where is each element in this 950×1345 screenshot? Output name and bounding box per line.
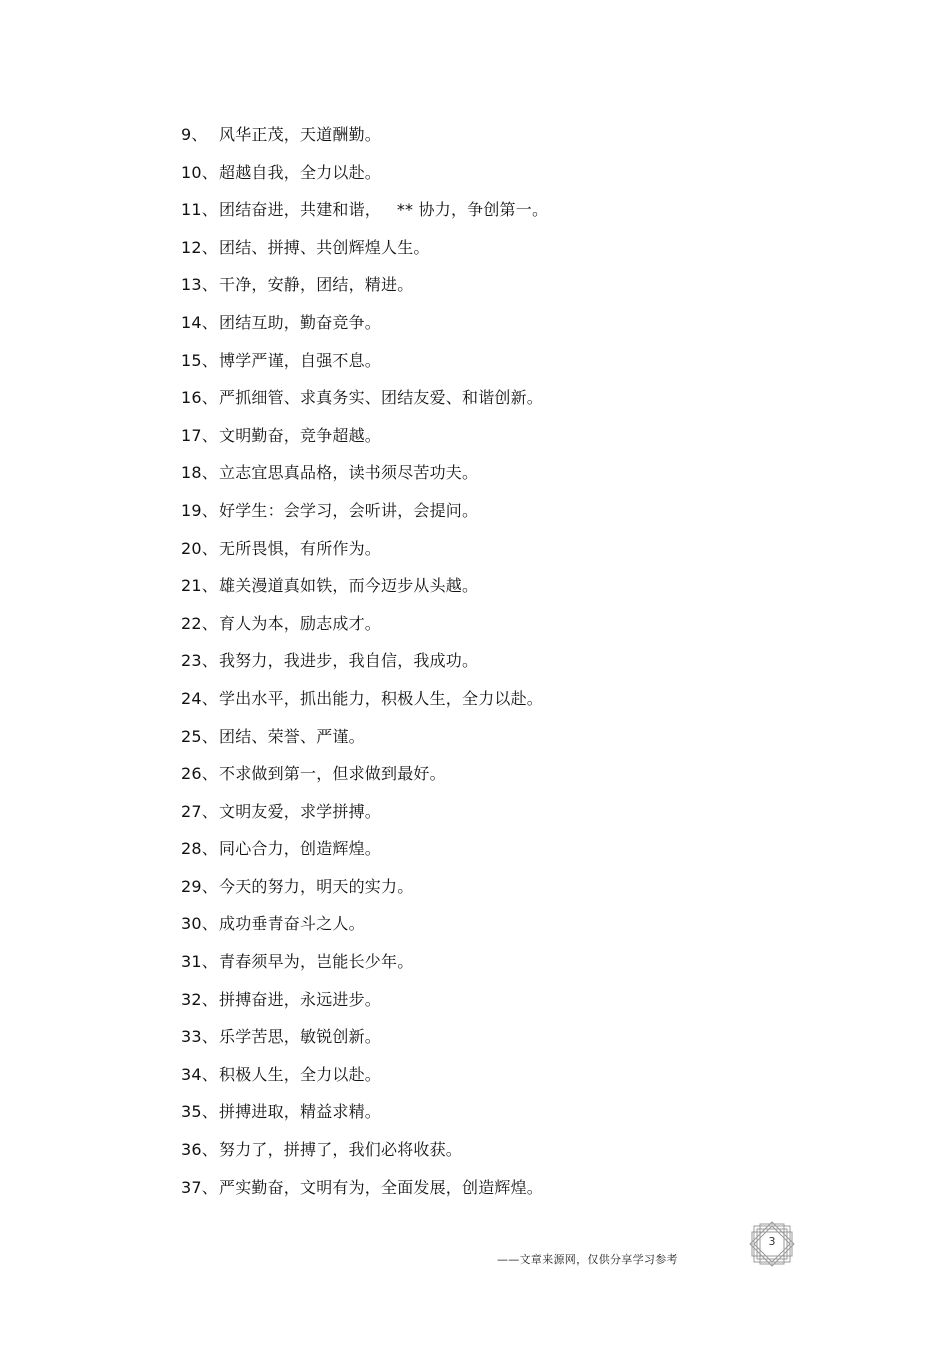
item-text: 育人为本，励志成才。 bbox=[219, 613, 382, 633]
item-text: 青春须早为，岂能长少年。 bbox=[219, 952, 414, 972]
item-text: 团结、荣誉、严谨。 bbox=[219, 726, 365, 746]
list-item bbox=[181, 423, 548, 461]
item-text: 团结、拼搏、共创辉煌人生。 bbox=[219, 237, 430, 257]
list-item bbox=[181, 1175, 548, 1213]
item-number: 21、 bbox=[181, 576, 218, 596]
slogan-list bbox=[181, 122, 548, 1212]
item-text: 文明友爱，求学拼搏。 bbox=[219, 801, 382, 821]
list-item bbox=[181, 197, 548, 235]
item-text: 拼搏奋进，永远进步。 bbox=[219, 989, 382, 1009]
item-number: 33、 bbox=[181, 1027, 218, 1047]
item-text: 立志宜思真品格，读书须尽苦功夫。 bbox=[219, 463, 479, 483]
list-item bbox=[181, 1024, 548, 1062]
item-number: 22、 bbox=[181, 613, 218, 633]
item-number: 11、 bbox=[181, 200, 218, 220]
item-number: 20、 bbox=[181, 538, 218, 558]
list-item bbox=[181, 348, 548, 386]
item-text: 超越自我，全力以赴。 bbox=[219, 162, 382, 182]
item-text: 团结奋进，共建和谐， ** 协力，争创第一。 bbox=[219, 200, 549, 220]
item-number: 29、 bbox=[181, 876, 218, 896]
list-item bbox=[181, 1062, 548, 1100]
item-number: 31、 bbox=[181, 952, 218, 972]
item-number: 36、 bbox=[181, 1140, 218, 1160]
item-text: 严实勤奋，文明有为，全面发展，创造辉煌。 bbox=[219, 1177, 544, 1197]
item-text: 不求做到第一，但求做到最好。 bbox=[219, 764, 446, 784]
item-number: 14、 bbox=[181, 312, 218, 332]
item-text: 好学生：会学习，会听讲，会提问。 bbox=[219, 500, 479, 520]
list-item bbox=[181, 799, 548, 837]
list-item bbox=[181, 611, 548, 649]
list-item bbox=[181, 686, 548, 724]
item-number: 37、 bbox=[181, 1177, 218, 1197]
list-item bbox=[181, 536, 548, 574]
item-text: 今天的努力，明天的实力。 bbox=[219, 876, 414, 896]
item-text: 同心合力，创造辉煌。 bbox=[219, 839, 382, 859]
item-number: 16、 bbox=[181, 388, 218, 408]
item-text: 雄关漫道真如铁，而今迈步从头越。 bbox=[219, 576, 479, 596]
item-number: 35、 bbox=[181, 1102, 218, 1122]
item-number: 23、 bbox=[181, 651, 218, 671]
item-number: 28、 bbox=[181, 839, 218, 859]
item-number: 9、 bbox=[181, 125, 208, 144]
item-number: 24、 bbox=[181, 688, 218, 708]
item-number: 12、 bbox=[181, 237, 218, 257]
list-item bbox=[181, 235, 548, 273]
item-number: 15、 bbox=[181, 350, 218, 370]
item-text: 团结互助，勤奋竞争。 bbox=[219, 312, 382, 332]
item-number: 26、 bbox=[181, 764, 218, 784]
list-item bbox=[181, 310, 548, 348]
item-text: 成功垂青奋斗之人。 bbox=[219, 914, 365, 934]
item-number: 18、 bbox=[181, 463, 218, 483]
item-text: 努力了，拼搏了，我们必将收获。 bbox=[219, 1140, 463, 1160]
item-number: 34、 bbox=[181, 1064, 218, 1084]
item-number: 25、 bbox=[181, 726, 218, 746]
list-item bbox=[181, 573, 548, 611]
list-item bbox=[181, 460, 548, 498]
list-item bbox=[181, 911, 548, 949]
list-item bbox=[181, 1099, 548, 1137]
list-item bbox=[181, 761, 548, 799]
list-item bbox=[181, 122, 548, 160]
list-item bbox=[181, 1137, 548, 1175]
item-text: 积极人生，全力以赴。 bbox=[219, 1064, 382, 1084]
item-number: 19、 bbox=[181, 500, 218, 520]
page-number-badge bbox=[748, 1220, 796, 1268]
item-text: 拼搏进取，精益求精。 bbox=[219, 1102, 382, 1122]
footer-source-note: ——文章来源网，仅供分享学习参考 bbox=[497, 1253, 678, 1266]
item-number: 32、 bbox=[181, 989, 218, 1009]
item-text: 严抓细管、求真务实、团结友爱、和谐创新。 bbox=[219, 388, 544, 408]
list-item bbox=[181, 949, 548, 987]
item-text: 学出水平，抓出能力，积极人生，全力以赴。 bbox=[219, 688, 544, 708]
page-number: 3 bbox=[768, 1235, 776, 1248]
list-item bbox=[181, 498, 548, 536]
item-text: 博学严谨，自强不息。 bbox=[219, 350, 382, 370]
item-text: 风华正茂，天道酬勤。 bbox=[219, 125, 382, 144]
item-text: 我努力，我进步，我自信，我成功。 bbox=[219, 651, 479, 671]
item-number: 27、 bbox=[181, 801, 218, 821]
item-number: 30、 bbox=[181, 914, 218, 934]
list-item bbox=[181, 724, 548, 762]
item-text: 无所畏惧，有所作为。 bbox=[219, 538, 382, 558]
item-number: 10、 bbox=[181, 162, 218, 182]
list-item bbox=[181, 272, 548, 310]
item-text: 乐学苦思，敏锐创新。 bbox=[219, 1027, 382, 1047]
list-item bbox=[181, 874, 548, 912]
item-text: 文明勤奋，竞争超越。 bbox=[219, 425, 382, 445]
list-item bbox=[181, 160, 548, 198]
list-item bbox=[181, 648, 548, 686]
item-text: 干净，安静，团结，精进。 bbox=[219, 275, 414, 295]
list-item bbox=[181, 987, 548, 1025]
item-number: 17、 bbox=[181, 425, 218, 445]
list-item bbox=[181, 385, 548, 423]
item-number: 13、 bbox=[181, 275, 218, 295]
list-item bbox=[181, 836, 548, 874]
